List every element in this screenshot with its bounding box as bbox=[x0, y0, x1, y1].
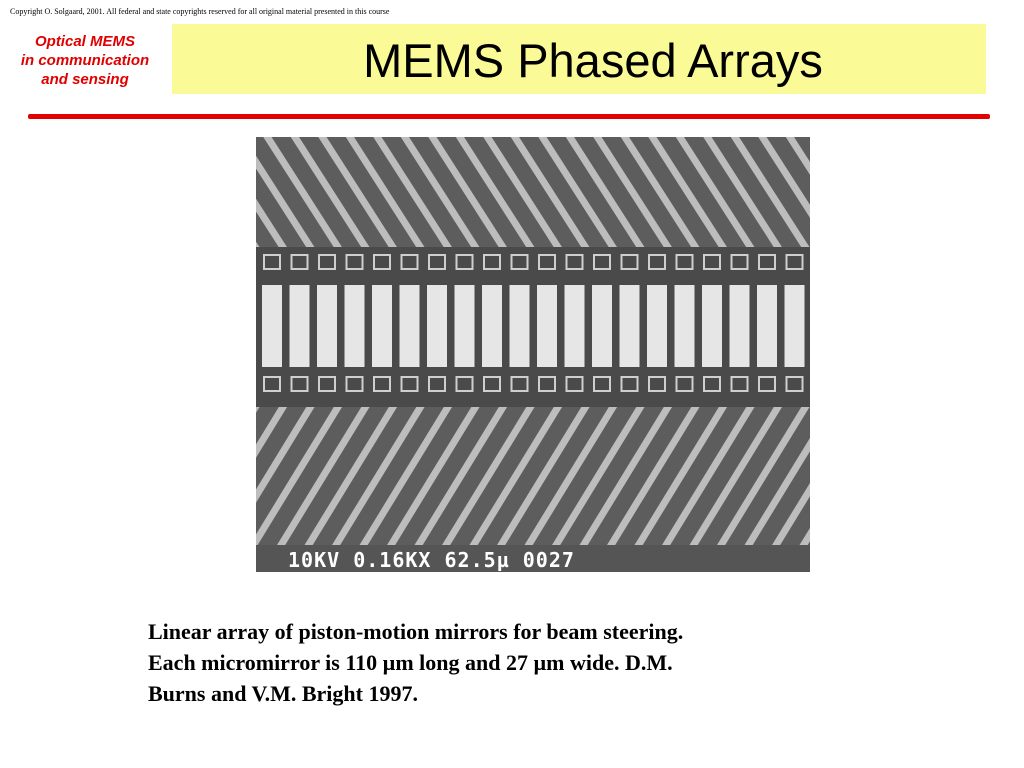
micromirror bbox=[482, 285, 502, 367]
micromirror bbox=[592, 285, 612, 367]
micromirror bbox=[372, 285, 392, 367]
course-label-line-3: and sensing bbox=[41, 71, 129, 88]
caption-line-2: Each micromirror is 110 µm long and 27 µm wide. D.M. bbox=[148, 650, 673, 675]
micromirror bbox=[400, 285, 420, 367]
slide-title: MEMS Phased Arrays bbox=[363, 34, 823, 87]
sem-micrograph-image bbox=[256, 137, 810, 572]
micromirror bbox=[730, 285, 750, 367]
micromirror bbox=[345, 285, 365, 367]
caption-line-1: Linear array of piston-motion mirrors for beam steering. bbox=[148, 619, 684, 644]
caption-line-3: Burns and V.M. Bright 1997. bbox=[148, 681, 418, 706]
micromirror bbox=[290, 285, 310, 367]
copyright-notice: Copyright O. Solgaard, 2001. All federal and state copyrights reserved for all original material presented in this course bbox=[10, 7, 390, 16]
divider-rule bbox=[28, 114, 990, 119]
micromirror bbox=[702, 285, 722, 367]
micromirror bbox=[565, 285, 585, 367]
micromirror bbox=[620, 285, 640, 367]
title-banner bbox=[172, 24, 986, 94]
micromirror bbox=[675, 285, 695, 367]
micromirror bbox=[757, 285, 777, 367]
micromirror bbox=[427, 285, 447, 367]
course-label bbox=[6, 32, 164, 89]
micromirror bbox=[785, 285, 805, 367]
course-label-line-2: in communication bbox=[20, 52, 150, 69]
micromirror bbox=[537, 285, 557, 367]
micromirror bbox=[455, 285, 475, 367]
sem-overlay-text: 10KV 0.16KX 62.5µ 0027 bbox=[288, 548, 575, 572]
figure-caption bbox=[148, 616, 868, 709]
micromirror bbox=[647, 285, 667, 367]
micromirror bbox=[510, 285, 530, 367]
micromirror bbox=[262, 285, 282, 367]
micromirror bbox=[317, 285, 337, 367]
course-label-line-1: Optical MEMS bbox=[34, 33, 135, 50]
